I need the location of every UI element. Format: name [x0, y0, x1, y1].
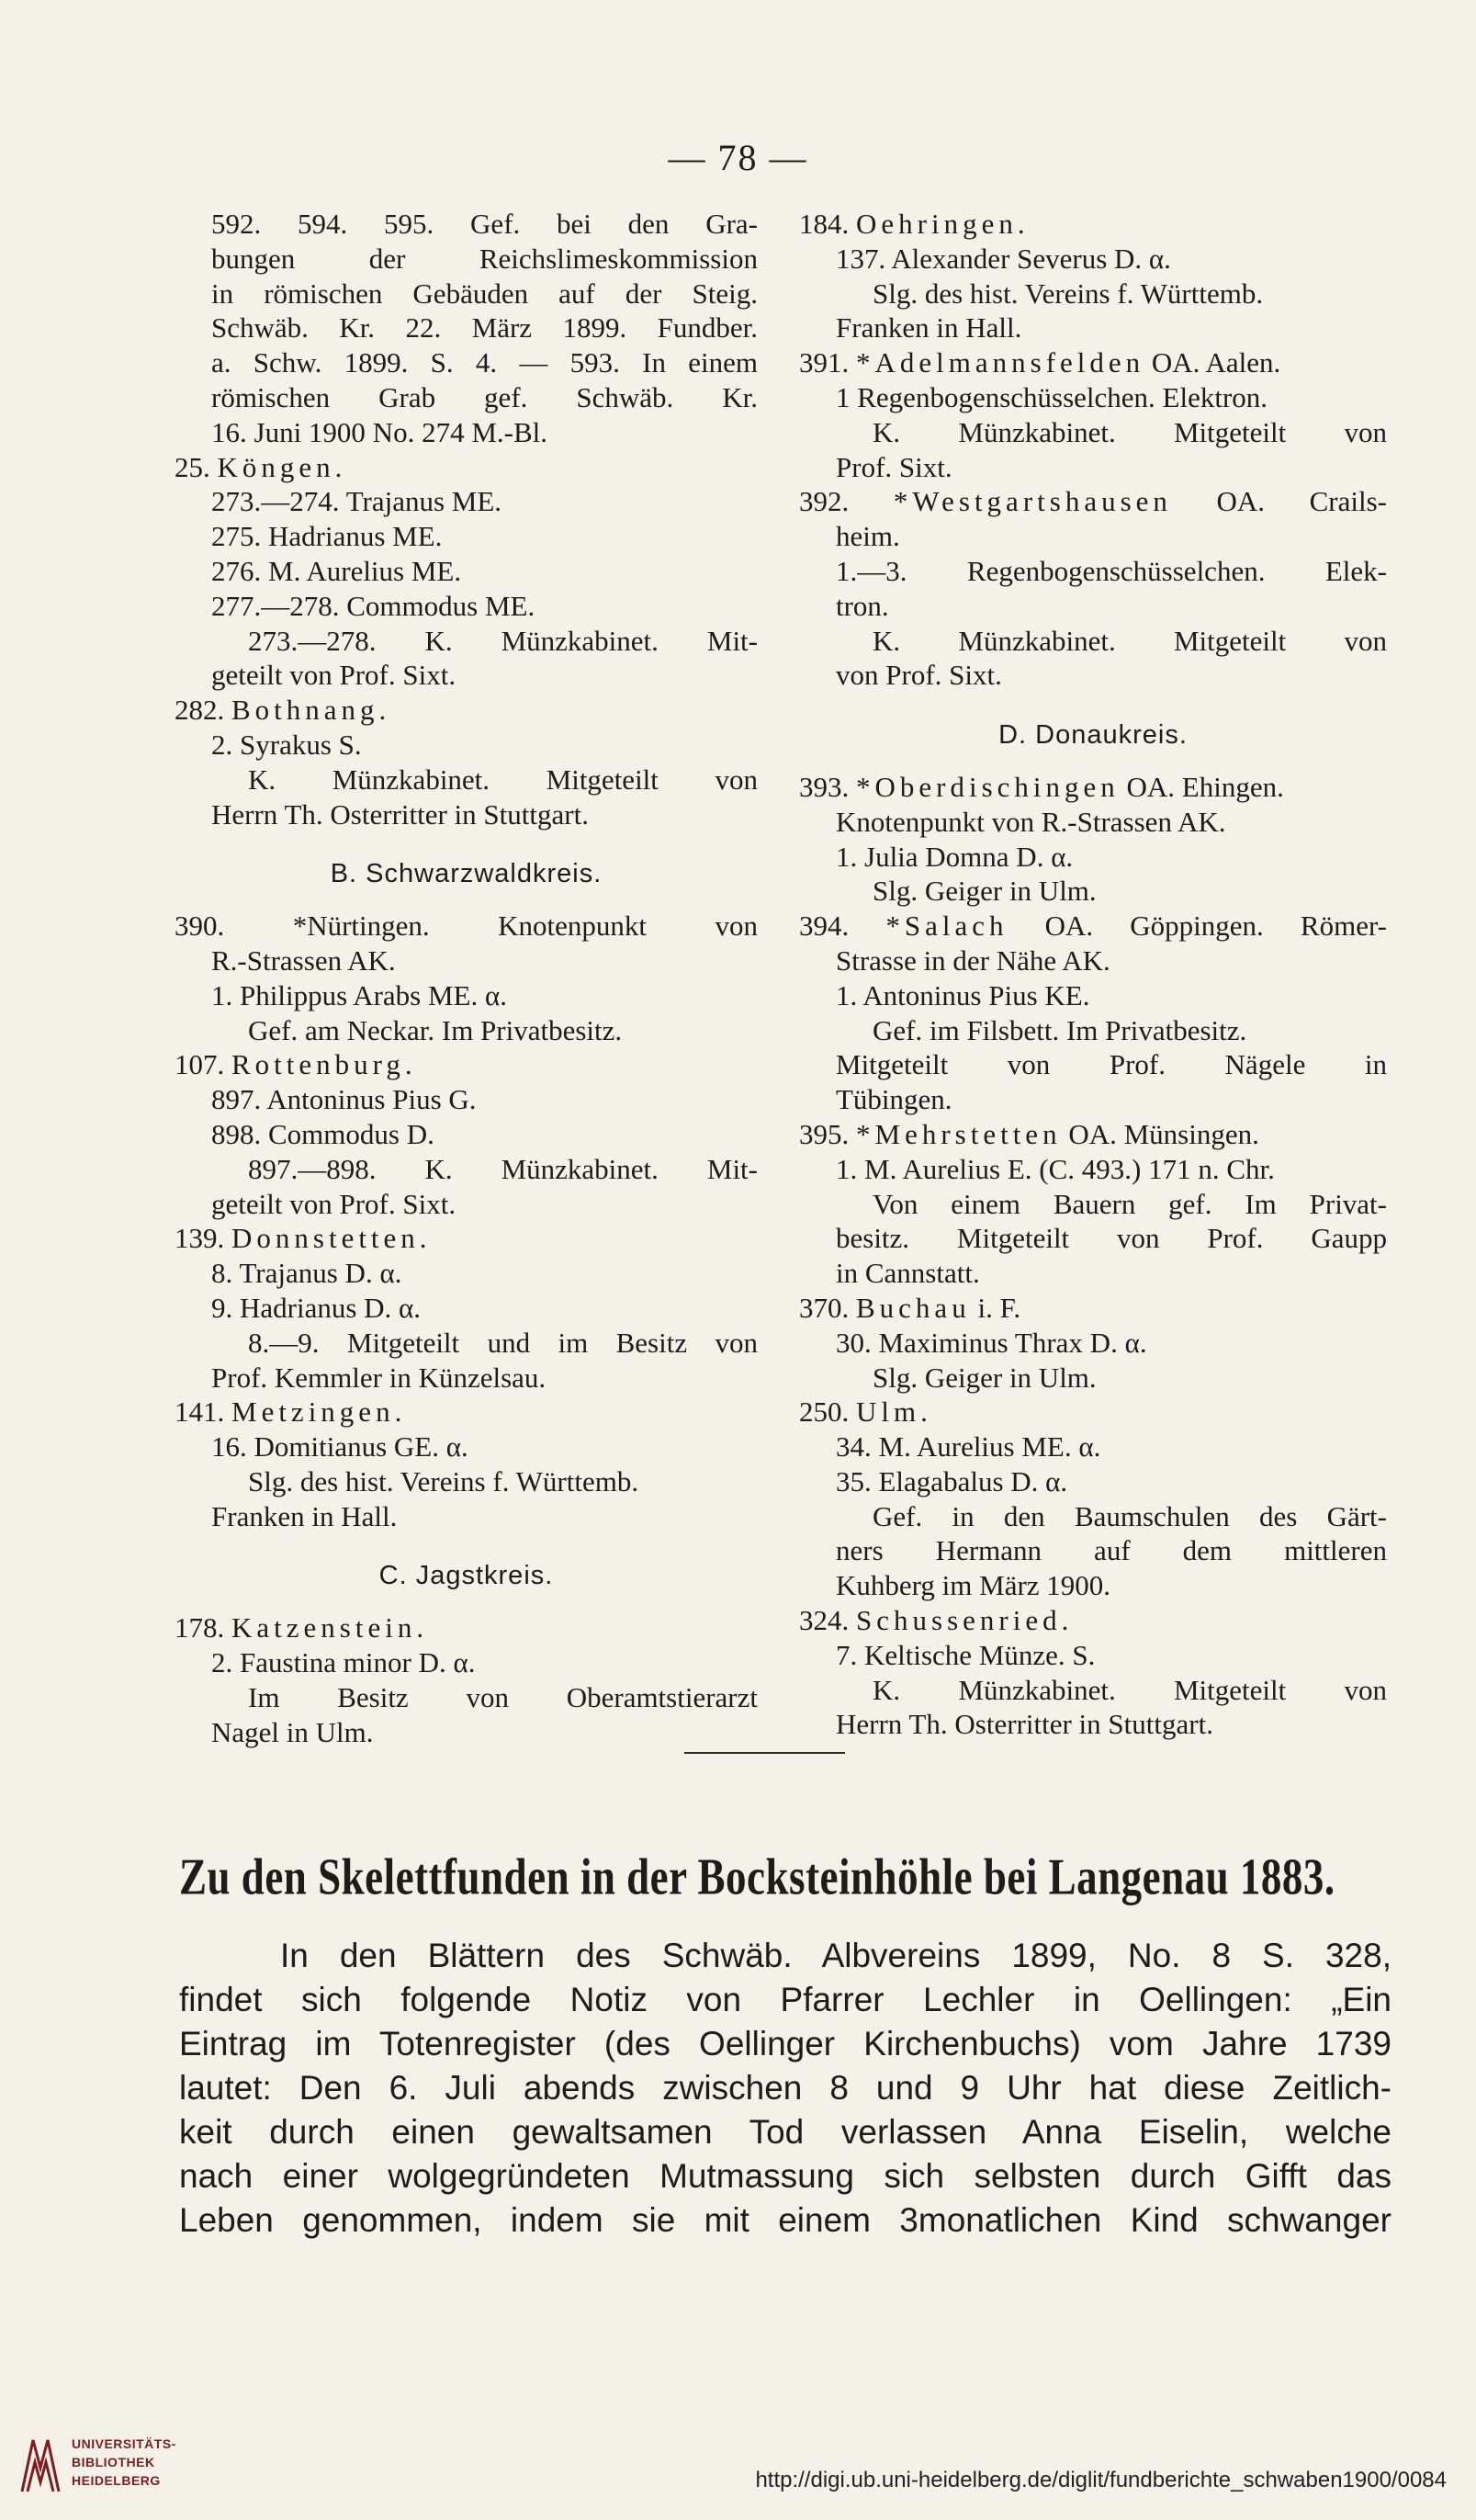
catalog-line: 16. Juni 1900 No. 274 M.-Bl. [211, 415, 547, 448]
article-title: Zu den Skelettfunden in der Bocksteinhöhle bei Langenau 1883. [179, 1848, 1335, 1905]
catalog-line: 394. *Salach OA. Göppingen. Römer- [799, 910, 1387, 943]
right-column [799, 207, 1387, 1742]
catalog-line: ners Hermann auf dem mittleren [836, 1534, 1387, 1567]
article-line: lautet: Den 6. Juli abends zwischen 8 und 9 Uhr hat diese Zeitlich- [179, 2069, 1391, 2107]
library-logo [17, 2431, 200, 2504]
catalog-line: 1. Philippus Arabs ME. α. [211, 978, 507, 1011]
catalog-line: 7. Keltische Münze. S. [836, 1638, 1096, 1671]
article-body [179, 1934, 1391, 2243]
catalog-line: 276. M. Aurelius ME. [211, 554, 462, 587]
catalog-line: 184. Oehringen. [799, 208, 1030, 240]
catalog-line: Im Besitz von Oberamtstierarzt [248, 1680, 758, 1713]
catalog-line: Slg. Geiger in Ulm. [873, 1361, 1097, 1394]
catalog-line: R.-Strassen AK. [211, 944, 396, 977]
catalog-line: geteilt von Prof. Sixt. [211, 1187, 456, 1220]
catalog-line: 393. *Oberdischingen OA. Ehingen. [799, 770, 1284, 803]
catalog-line: Franken in Hall. [836, 311, 1022, 345]
catalog-line: 273.—274. Trajanus ME. [211, 485, 502, 518]
catalog-line: Herrn Th. Osterritter in Stuttgart. [836, 1708, 1213, 1741]
catalog-line: K. Münzkabinet. Mitgeteilt von [873, 1673, 1387, 1706]
catalog-line: tron. [836, 589, 889, 622]
catalog-line: 277.—278. Commodus ME. [211, 589, 535, 622]
logo-text-line: UNIVERSITÄTS- [72, 2436, 176, 2451]
catalog-line: 139. Donnstetten. [175, 1222, 432, 1255]
page-number: — 78 — [668, 137, 808, 178]
catalog-line: 35. Elagabalus D. α. [836, 1464, 1068, 1497]
catalog-line: in Cannstatt. [836, 1257, 980, 1290]
catalog-line: Strasse in der Nähe AK. [836, 944, 1110, 977]
catalog-line: Von einem Bauern gef. Im Privat- [873, 1187, 1387, 1220]
catalog-line: 897. Antoninus Pius G. [211, 1083, 477, 1116]
catalog-line: Gef. im Filsbett. Im Privatbesitz. [873, 1013, 1247, 1046]
catalog-line: 1.—3. Regenbogenschüsselchen. Elek- [836, 554, 1387, 587]
article-line: In den Blättern des Schwäb. Albvereins 1899, No. 8 S. 328, [280, 1937, 1391, 1974]
catalog-line: 9. Hadrianus D. α. [211, 1291, 422, 1324]
catalog-line: 107. Rottenburg. [175, 1048, 417, 1081]
catalog-line: Tübingen. [836, 1083, 952, 1116]
section-heading: B. Schwarzwaldkreis. [330, 859, 603, 889]
catalog-line: römischen Grab gef. Schwäb. Kr. [211, 380, 758, 413]
catalog-line: Herrn Th. Osterritter in Stuttgart. [211, 797, 589, 831]
catalog-line: 898. Commodus D. [211, 1117, 434, 1150]
source-url[interactable]: http://digi.ub.uni-heidelberg.de/diglit/fundberichte_schwaben1900/0084 [755, 2468, 1447, 2492]
catalog-line: K. Münzkabinet. Mitgeteilt von [248, 763, 758, 796]
article-line: Eintrag im Totenregister (des Oellinger Kirchenbuchs) vom Jahre 1739 [179, 2025, 1391, 2062]
catalog-line: Slg. des hist. Vereins f. Württemb. [248, 1464, 639, 1497]
catalog-line: 592. 594. 595. Gef. bei den Gra- [211, 208, 758, 240]
catalog-line: 395. *Mehrstetten OA. Münsingen. [799, 1117, 1259, 1150]
article-line: Leben genommen, indem sie mit einem 3monatlichen Kind schwanger [179, 2201, 1391, 2239]
article-line: keit durch einen gewaltsamen Tod verlassen Anna Eiselin, welche [179, 2113, 1391, 2151]
catalog-line: Schwäb. Kr. 22. März 1899. Fundber. [211, 311, 758, 345]
catalog-line: Mitgeteilt von Prof. Nägele in [836, 1048, 1387, 1081]
catalog-line: 30. Maximinus Thrax D. α. [836, 1326, 1147, 1359]
catalog-line: 324. Schussenried. [799, 1604, 1074, 1637]
section-heading: D. Donaukreis. [998, 720, 1188, 751]
catalog-line: von Prof. Sixt. [836, 659, 1002, 692]
catalog-line: 370. Buchau i. F. [799, 1291, 1021, 1324]
catalog-line: geteilt von Prof. Sixt. [211, 659, 456, 692]
catalog-line: 8. Trajanus D. α. [211, 1257, 402, 1290]
catalog-line: 282. Bothnang. [175, 694, 391, 727]
catalog-line: K. Münzkabinet. Mitgeteilt von [873, 415, 1387, 448]
catalog-line: 250. Ulm. [799, 1396, 932, 1429]
catalog-line: 1. Julia Domna D. α. [836, 840, 1074, 873]
catalog-line: 34. M. Aurelius ME. α. [836, 1430, 1101, 1463]
catalog-line: 178. Katzenstein. [175, 1611, 429, 1644]
logo-text-line: HEIDELBERG [72, 2473, 161, 2488]
catalog-line: 137. Alexander Severus D. α. [836, 242, 1171, 275]
article-line: findet sich folgende Notiz von Pfarrer Lechler in Oellingen: „Ein [179, 1981, 1391, 2018]
catalog-line: Prof. Kemmler in Künzelsau. [211, 1361, 546, 1394]
catalog-line: bungen der Reichslimeskommission [211, 242, 758, 275]
catalog-line: Franken in Hall. [211, 1499, 398, 1532]
logo-text-line: BIBLIOTHEK [72, 2455, 155, 2469]
catalog-line: 1. Antoninus Pius KE. [836, 978, 1090, 1011]
catalog-line: 2. Syrakus S. [211, 728, 362, 761]
catalog-line: 16. Domitianus GE. α. [211, 1430, 468, 1463]
catalog-line: Gef. am Neckar. Im Privatbesitz. [248, 1013, 623, 1046]
catalog-line: 275. Hadrianus ME. [211, 520, 443, 553]
catalog-line: Nagel in Ulm. [211, 1715, 374, 1748]
article-line: nach einer wolgegründeten Mutmassung sich selbsten durch Gifft das [179, 2157, 1391, 2195]
catalog-line: 1 Regenbogenschüsselchen. Elektron. [836, 380, 1268, 413]
catalog-line: 1. M. Aurelius E. (C. 493.) 171 n. Chr. [836, 1152, 1275, 1185]
catalog-line: K. Münzkabinet. Mitgeteilt von [873, 624, 1387, 657]
section-heading: C. Jagstkreis. [378, 1561, 554, 1591]
catalog-line: Slg. Geiger in Ulm. [873, 875, 1097, 908]
section-divider [684, 1752, 845, 1754]
catalog-line: Knotenpunkt von R.-Strassen AK. [836, 805, 1226, 838]
catalog-line: Slg. des hist. Vereins f. Württemb. [873, 277, 1264, 310]
catalog-line: besitz. Mitgeteilt von Prof. Gaupp [836, 1222, 1387, 1255]
catalog-line: Gef. in den Baumschulen des Gärt- [873, 1499, 1387, 1532]
catalog-line: in römischen Gebäuden auf der Steig. [211, 277, 758, 310]
catalog-line: Prof. Sixt. [836, 450, 952, 483]
catalog-line: 273.—278. K. Münzkabinet. Mit- [248, 624, 758, 657]
library-seal-icon [17, 2431, 64, 2497]
catalog-line: 391. *Adelmannsfelden OA. Aalen. [799, 346, 1281, 379]
catalog-line: 25. Köngen. [175, 450, 347, 483]
catalog-line: 390. *Nürtingen. Knotenpunkt von [175, 910, 758, 943]
catalog-line: Kuhberg im März 1900. [836, 1569, 1111, 1602]
catalog-line: 141. Metzingen. [175, 1396, 407, 1429]
catalog-line: 392. *Westgartshausen OA. Crails- [799, 485, 1387, 518]
left-column [175, 207, 758, 1749]
catalog-line: 897.—898. K. Münzkabinet. Mit- [248, 1152, 758, 1185]
catalog-line: a. Schw. 1899. S. 4. — 593. In einem [211, 346, 758, 379]
catalog-line: 2. Faustina minor D. α. [211, 1646, 476, 1679]
catalog-line: 8.—9. Mitgeteilt und im Besitz von [248, 1326, 758, 1359]
catalog-line: heim. [836, 520, 900, 553]
